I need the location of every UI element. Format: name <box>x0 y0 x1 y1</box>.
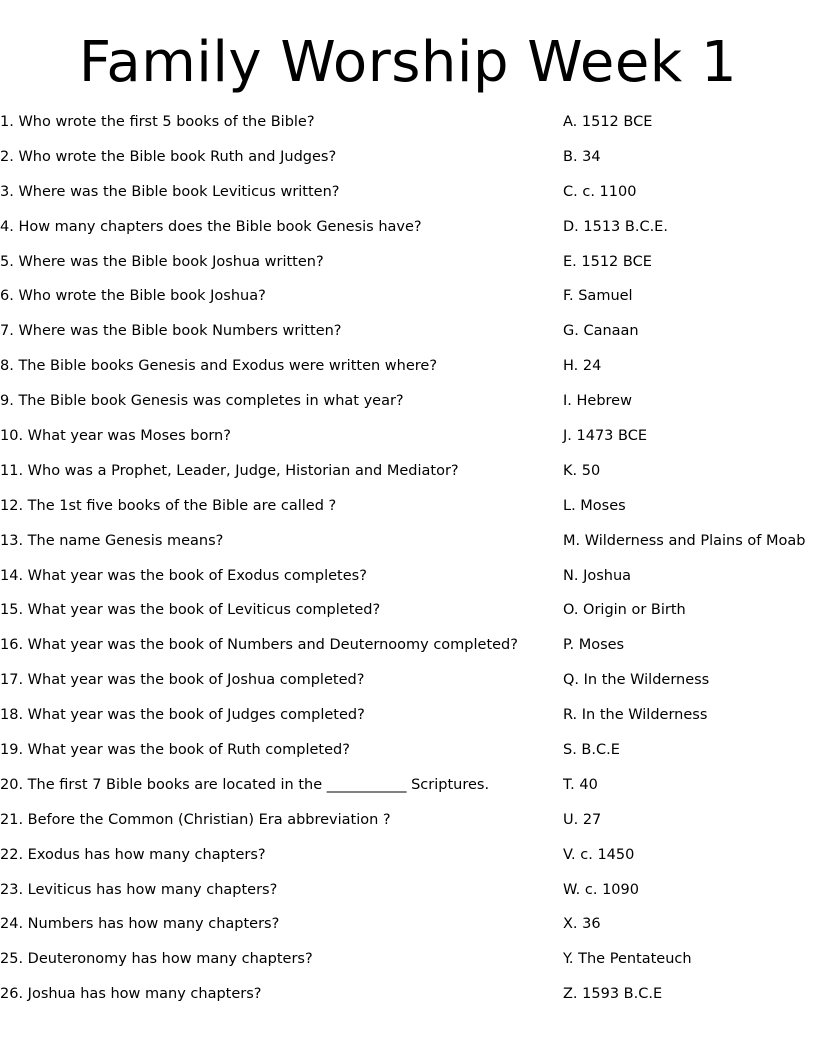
answer-choice: T. 40 <box>563 776 598 793</box>
answer-choice: Z. 1593 B.C.E <box>563 986 663 1003</box>
list-item <box>0 700 816 735</box>
answer-choice: P. Moses <box>563 637 625 654</box>
answer-choice: V. c. 1450 <box>563 846 635 863</box>
answer-choice: O. Origin or Birth <box>563 602 686 619</box>
answer-choice: C. c. 1100 <box>563 183 637 200</box>
answer-choice: Q. In the Wilderness <box>563 672 710 689</box>
answer-choice: I. Hebrew <box>563 393 632 410</box>
question-text: 25. Deuteronomy has how many chapters? <box>0 951 313 968</box>
answer-choice: S. B.C.E <box>563 742 620 759</box>
question-text: 6. Who wrote the Bible book Joshua? <box>0 288 266 305</box>
answer-choice: H. 24 <box>563 358 602 375</box>
list-item <box>0 944 816 979</box>
answer-choice: D. 1513 B.C.E. <box>563 218 668 235</box>
question-text: 15. What year was the book of Leviticus completed? <box>0 602 381 619</box>
question-text: 21. Before the Common (Christian) Era abbreviation ? <box>0 811 391 828</box>
list-item <box>0 735 816 770</box>
question-text: 16. What year was the book of Numbers and Deuternoomy completed? <box>0 637 518 654</box>
list-item <box>0 595 816 630</box>
list-item <box>0 386 816 421</box>
question-text: 17. What year was the book of Joshua completed? <box>0 672 365 689</box>
matching-list <box>0 107 816 1014</box>
question-text: 4. How many chapters does the Bible book Genesis have? <box>0 218 422 235</box>
question-text: 10. What year was Moses born? <box>0 428 231 445</box>
answer-choice: U. 27 <box>563 811 602 828</box>
question-text: 20. The first 7 Bible books are located in the ___________ Scriptures. <box>0 776 490 793</box>
answer-choice: X. 36 <box>563 916 601 933</box>
question-text: 18. What year was the book of Judges completed? <box>0 707 365 724</box>
answer-choice: L. Moses <box>563 497 626 514</box>
list-item <box>0 630 816 665</box>
question-text: 7. Where was the Bible book Numbers written? <box>0 323 342 340</box>
answer-choice: W. c. 1090 <box>563 881 639 898</box>
list-item <box>0 142 816 177</box>
question-text: 9. The Bible book Genesis was completes in what year? <box>0 393 404 410</box>
question-text: 5. Where was the Bible book Joshua written? <box>0 253 324 270</box>
list-item <box>0 456 816 491</box>
answer-choice: E. 1512 BCE <box>563 253 652 270</box>
list-item <box>0 177 816 212</box>
list-item <box>0 281 816 316</box>
list-item <box>0 909 816 944</box>
list-item <box>0 351 816 386</box>
answer-choice: J. 1473 BCE <box>563 428 647 445</box>
list-item <box>0 421 816 456</box>
list-item <box>0 526 816 561</box>
answer-choice: A. 1512 BCE <box>563 114 653 130</box>
answer-choice: M. Wilderness and Plains of Moab <box>563 532 806 549</box>
list-item <box>0 875 816 910</box>
list-item <box>0 979 816 1014</box>
question-text: 22. Exodus has how many chapters? <box>0 846 266 863</box>
list-item <box>0 107 816 142</box>
question-text: 14. What year was the book of Exodus completes? <box>0 567 367 584</box>
list-item <box>0 561 816 596</box>
question-text: 26. Joshua has how many chapters? <box>0 986 262 1003</box>
question-text: 24. Numbers has how many chapters? <box>0 916 280 933</box>
question-text: 11. Who was a Prophet, Leader, Judge, Historian and Mediator? <box>0 462 459 479</box>
answer-choice: R. In the Wilderness <box>563 707 708 724</box>
answer-choice: B. 34 <box>563 148 601 165</box>
answer-choice: G. Canaan <box>563 323 639 340</box>
list-item <box>0 770 816 805</box>
answer-choice: Y. The Pentateuch <box>563 951 692 968</box>
question-text: 1. Who wrote the first 5 books of the Bible? <box>0 114 315 130</box>
list-item <box>0 247 816 282</box>
list-item <box>0 491 816 526</box>
list-item <box>0 665 816 700</box>
answer-choice: F. Samuel <box>563 288 633 305</box>
question-text: 2. Who wrote the Bible book Ruth and Judges? <box>0 148 337 165</box>
question-text: 3. Where was the Bible book Leviticus written? <box>0 183 340 200</box>
answer-choice: K. 50 <box>563 462 601 479</box>
question-text: 13. The name Genesis means? <box>0 532 224 549</box>
list-item <box>0 840 816 875</box>
question-text: 12. The 1st five books of the Bible are called ? <box>0 497 337 514</box>
question-text: 23. Leviticus has how many chapters? <box>0 881 278 898</box>
list-item <box>0 316 816 351</box>
list-item <box>0 212 816 247</box>
question-text: 8. The Bible books Genesis and Exodus were written where? <box>0 358 438 375</box>
list-item <box>0 805 816 840</box>
answer-choice: N. Joshua <box>563 567 632 584</box>
question-text: 19. What year was the book of Ruth completed? <box>0 742 350 759</box>
page-title: Family Worship Week 1 <box>78 30 738 95</box>
